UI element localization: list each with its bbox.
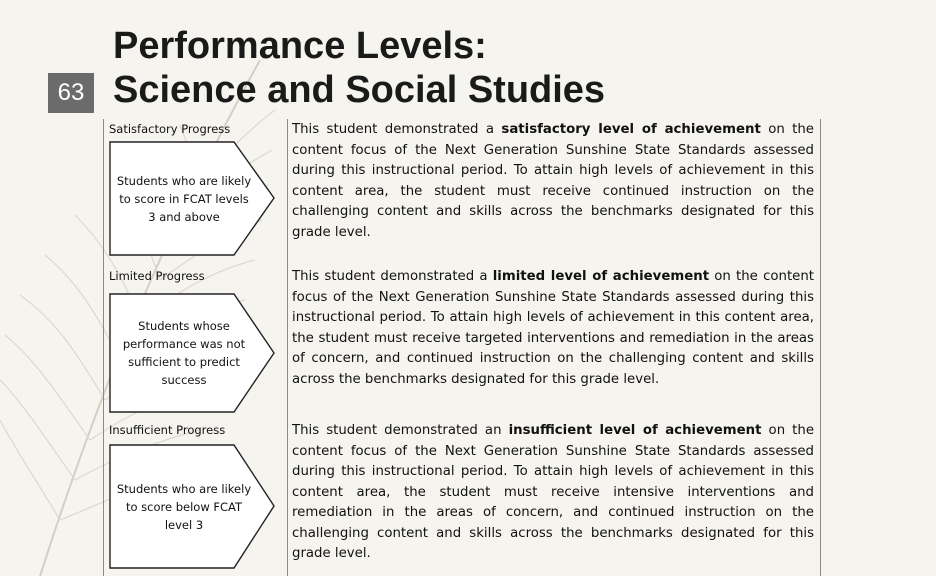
page-title (113, 24, 605, 112)
level-label: Insufficient Progress (109, 423, 226, 437)
level-label: Satisfactory Progress (109, 122, 231, 136)
description-cell-satisfactory (287, 119, 821, 266)
level-label: Limited Progress (109, 269, 205, 283)
level-description: This student demonstrated a satisfactory level of achievement on the content focus of the Next Generation Sunshine State Standards assessed during this instructional period. To attain high levels of achievement in this content area, the student must receive continued instruction on the challenging content and skills across the benchmarks designated for this grade level. (292, 122, 814, 240)
description-cell-insufficient (287, 420, 821, 576)
description-cell-limited (287, 266, 821, 420)
slide-number: 63 (48, 73, 94, 113)
pentagon-arrow-shape (109, 444, 279, 559)
level-cell-satisfactory (103, 119, 287, 266)
arrow-text: Students who are likely to score in FCAT levels 3 and above (116, 173, 252, 224)
level-emphasis: insufficient level of achievement (508, 423, 762, 438)
arrow-text: Students whose performance was not sufficient to predict success (122, 319, 246, 387)
level-cell-insufficient (103, 420, 287, 576)
performance-levels-table (103, 119, 821, 576)
title-line-1: Performance Levels: (113, 25, 487, 67)
level-description: This student demonstrated a limited level of achievement on the content focus of the Next Generation Sunshine State Standards assessed during this instructional period. To attain high levels of achievement in this content area, the student must receive targeted interventions and remediation in the areas of concern, and continued instruction on the challenging content and skills across the benchmarks designated for this grade level. (292, 269, 814, 387)
level-cell-limited (103, 266, 287, 420)
level-emphasis: limited level of achievement (492, 269, 710, 284)
pentagon-arrow-shape (109, 141, 279, 256)
pentagon-arrow-shape (109, 293, 279, 408)
arrow-text: Students who are likely to score below FCAT level 3 (116, 481, 252, 532)
level-description: This student demonstrated an insufficient level of achievement on the content focus of the Next Generation Sunshine State Standards assessed during this instructional period. To attain high levels of achievement in this content area, the student must receive intensive interventions and remediation in the areas of concern, and continued instruction on the challenging content and skills across the benchmarks designated for this grade level. (292, 423, 815, 561)
title-line-2: Science and Social Studies (113, 69, 606, 111)
level-emphasis: satisfactory level of achievement (501, 122, 761, 137)
